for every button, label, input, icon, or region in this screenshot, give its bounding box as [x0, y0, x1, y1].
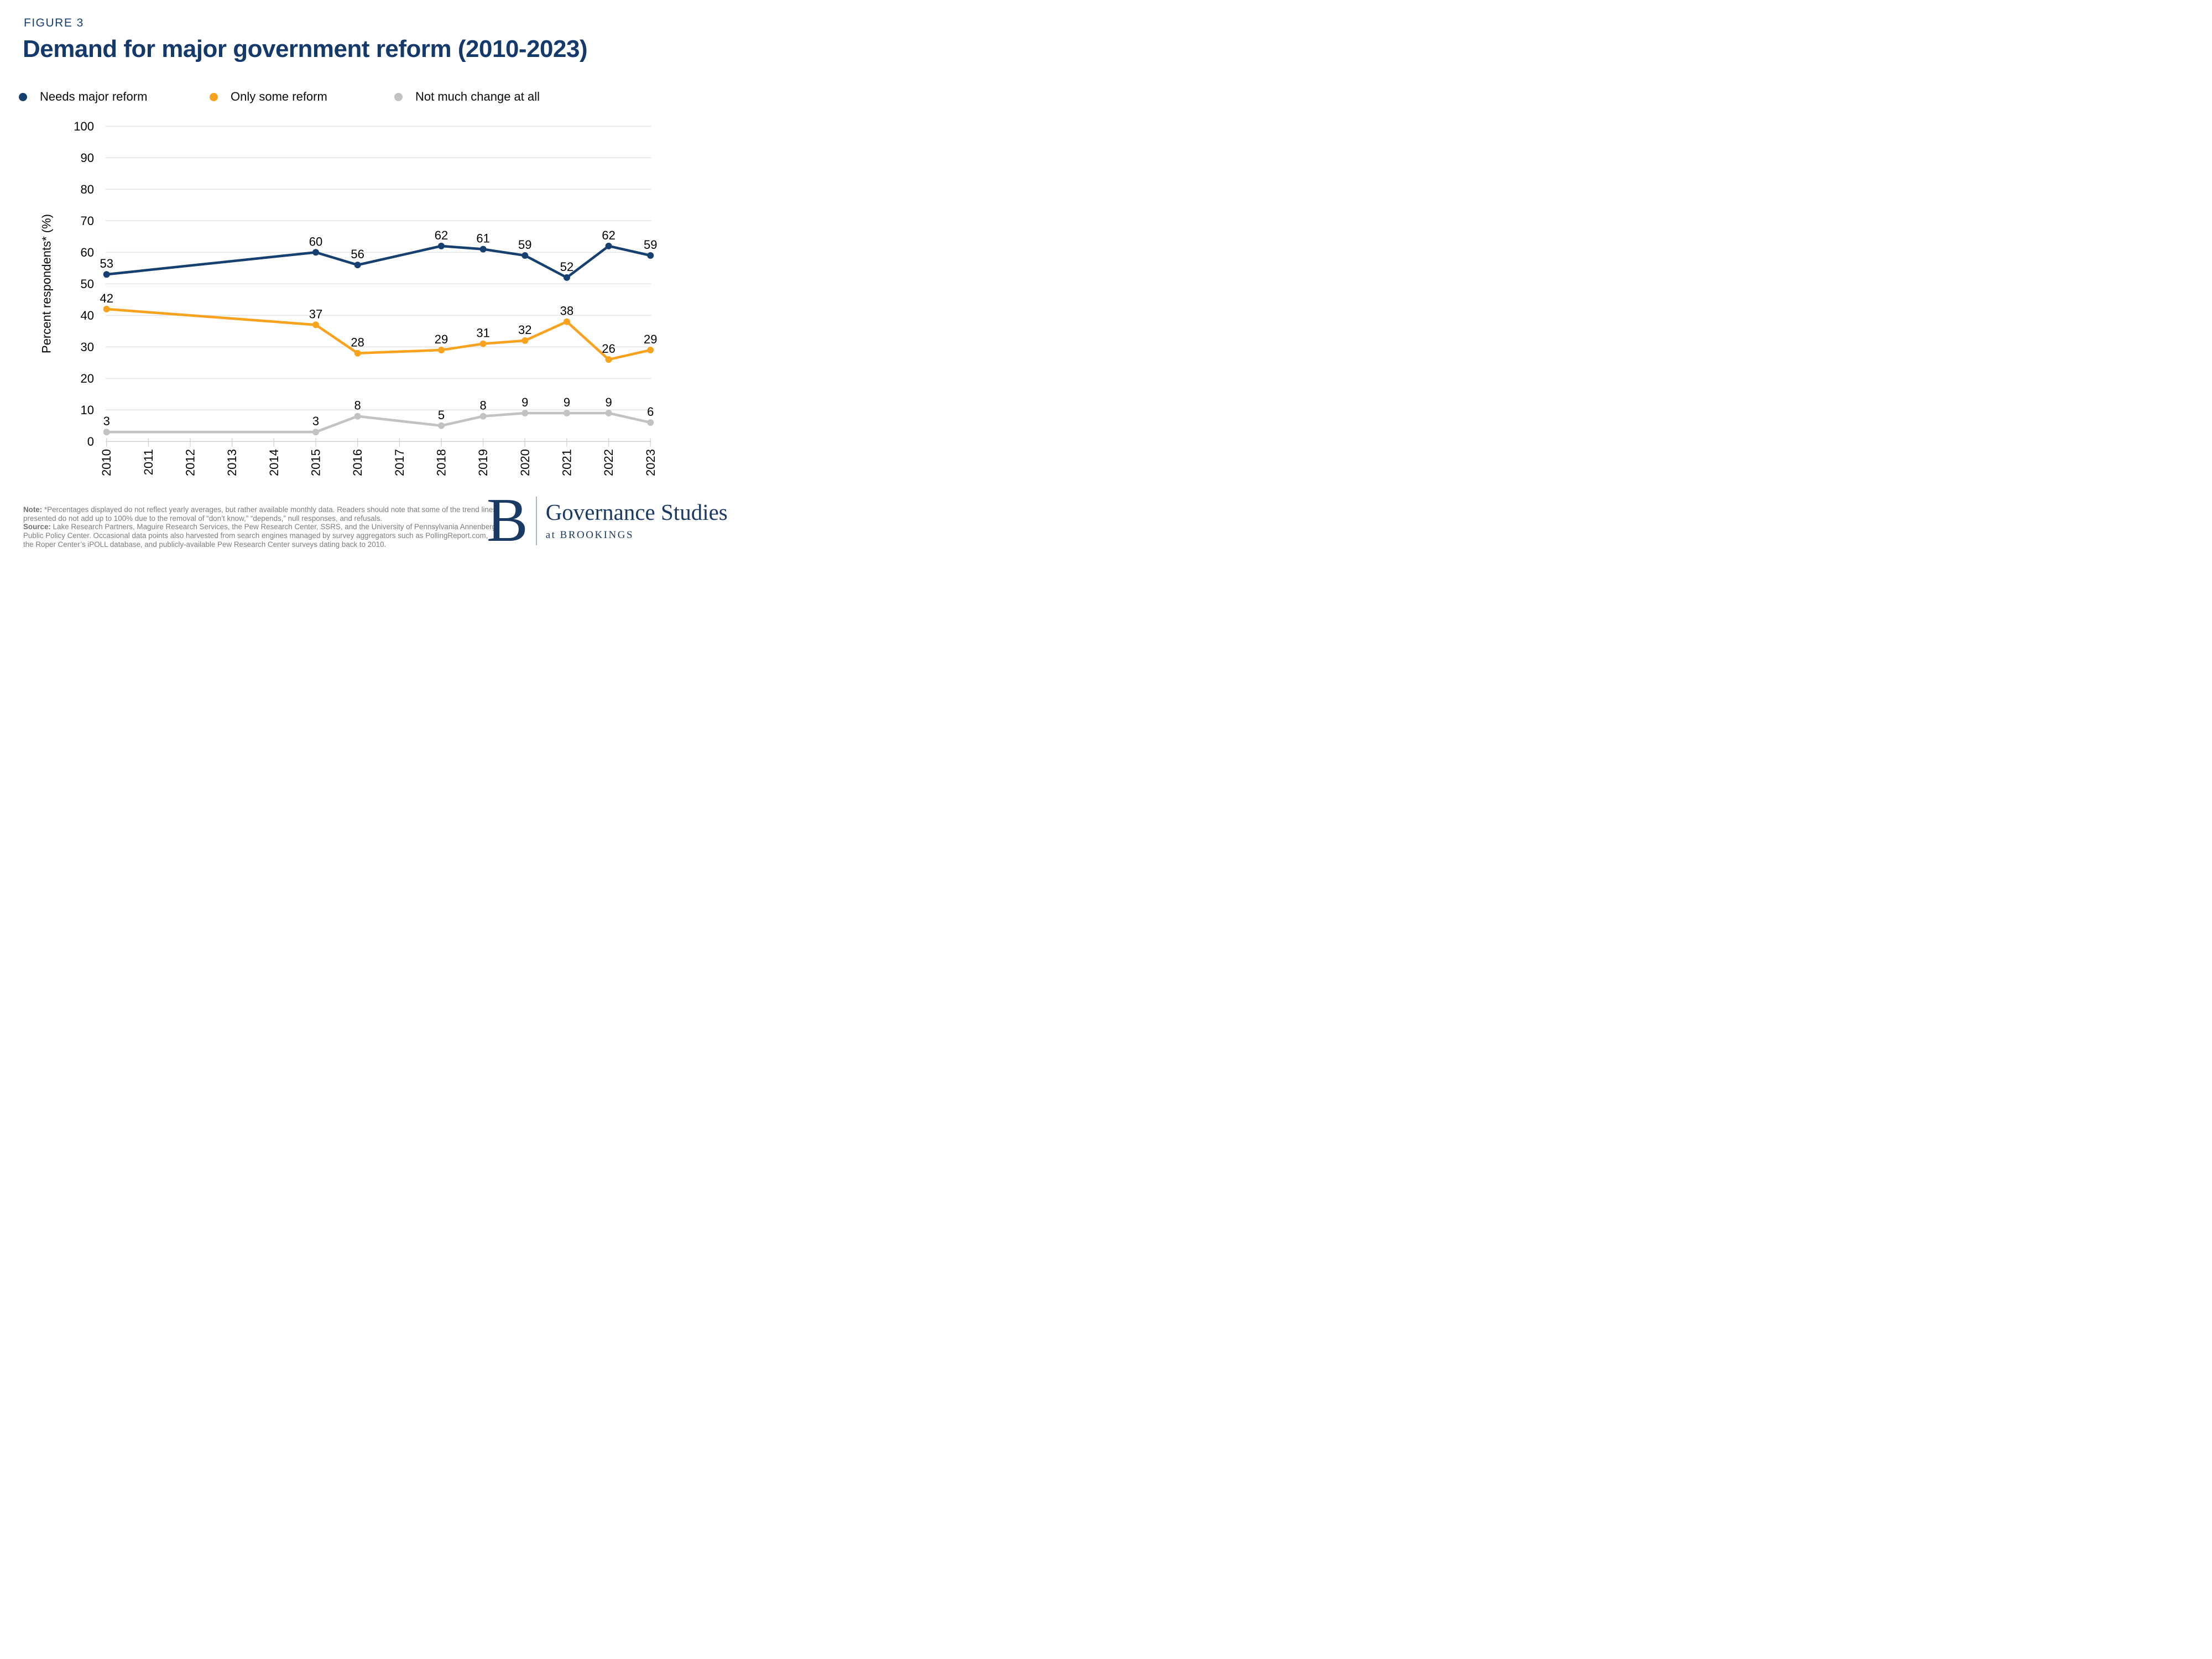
- figure-number-label: FIGURE 3: [24, 17, 84, 29]
- x-tick-label: 2021: [560, 449, 574, 476]
- y-tick-label: 0: [87, 434, 94, 448]
- data-point-label: 6: [647, 405, 654, 419]
- note-text: *Percentages displayed do not reflect yearly averages, but rather available monthly data. Readers should note that some of the trend lines presented do not add up to 100% due to the removal of “don’t know,” “depends,” null responses, and refusals.: [23, 505, 497, 523]
- data-point-label: 29: [434, 332, 448, 346]
- x-tick-label: 2012: [183, 449, 197, 476]
- y-tick-label: 40: [80, 308, 94, 322]
- brookings-logo: [487, 486, 728, 553]
- legend-label: Not much change at all: [415, 90, 540, 103]
- x-tick-label: 2023: [643, 449, 658, 476]
- x-tick-label: 2017: [392, 449, 406, 476]
- data-point: [521, 337, 528, 344]
- data-point: [606, 243, 612, 249]
- data-point: [103, 306, 110, 312]
- data-point-label: 38: [560, 304, 574, 318]
- data-point: [606, 356, 612, 363]
- legend-label: Needs major reform: [40, 90, 148, 103]
- logo-governance-studies: Governance Studies: [545, 499, 728, 525]
- x-tick-label: 2013: [225, 449, 239, 476]
- data-point-label: 8: [354, 398, 361, 413]
- data-point-label: 59: [644, 238, 658, 252]
- data-point: [312, 429, 319, 435]
- data-point: [103, 271, 110, 278]
- data-point: [647, 252, 654, 259]
- data-point-label: 61: [476, 231, 490, 246]
- y-tick-label: 10: [80, 403, 94, 417]
- data-point-label: 5: [437, 408, 445, 422]
- data-point-label: 26: [602, 342, 615, 356]
- y-tick-label: 20: [80, 371, 94, 385]
- data-point: [564, 274, 570, 281]
- figure-canvas: [0, 0, 738, 553]
- chart-title: Demand for major government reform (2010-2023): [23, 35, 588, 62]
- data-point: [480, 413, 487, 420]
- data-point-label: 32: [518, 322, 532, 337]
- data-point-label: 37: [309, 307, 323, 321]
- x-tick-label: 2016: [351, 449, 365, 476]
- y-tick-label: 100: [74, 119, 94, 133]
- data-point-label: 62: [434, 228, 448, 242]
- data-point: [521, 252, 528, 259]
- legend-label: Only some reform: [231, 90, 327, 103]
- data-point: [438, 422, 445, 429]
- note-label: Note:: [23, 505, 43, 514]
- data-point: [312, 249, 319, 255]
- data-point-label: 9: [563, 395, 571, 409]
- data-point: [480, 341, 487, 347]
- data-point: [312, 321, 319, 328]
- data-point-label: 28: [351, 335, 364, 349]
- data-point-label: 9: [521, 395, 529, 409]
- data-point-label: 56: [351, 247, 364, 262]
- data-point: [606, 410, 612, 416]
- brookings-b-monogram: B: [487, 486, 528, 553]
- source-label: Source:: [23, 523, 51, 531]
- logo-divider: [536, 497, 537, 545]
- data-point: [354, 413, 361, 420]
- data-point: [103, 429, 110, 435]
- data-point-label: 62: [602, 228, 615, 242]
- data-point: [438, 347, 445, 353]
- data-point: [354, 262, 361, 268]
- data-point-label: 60: [309, 234, 323, 249]
- data-point-label: 9: [605, 395, 612, 409]
- logo-at-brookings: at BROOKINGS: [545, 529, 634, 541]
- y-tick-label: 70: [80, 213, 94, 228]
- data-point: [647, 347, 654, 353]
- y-tick-label: 90: [80, 150, 94, 165]
- data-point: [480, 246, 487, 253]
- x-tick-label: 2019: [476, 449, 491, 476]
- data-point-label: 52: [560, 259, 574, 274]
- x-tick-label: 2020: [518, 449, 532, 476]
- series-line-not-much-change-at-all: [107, 413, 651, 432]
- line-chart: [0, 0, 738, 553]
- data-point-label: 3: [103, 414, 110, 429]
- y-axis-title: Percent respondents* (%): [39, 214, 54, 353]
- y-tick-label: 30: [80, 340, 94, 354]
- data-point-label: 8: [479, 398, 487, 413]
- data-point: [564, 319, 570, 325]
- y-tick-label: 50: [80, 276, 94, 291]
- data-point-label: 3: [312, 414, 320, 429]
- data-point-label: 29: [644, 332, 658, 346]
- x-tick-label: 2018: [434, 449, 448, 476]
- data-point-label: 31: [476, 326, 490, 340]
- y-tick-label: 60: [80, 245, 94, 259]
- y-tick-label: 80: [80, 182, 94, 196]
- x-tick-label: 2011: [141, 449, 155, 476]
- data-point-label: 42: [100, 291, 113, 305]
- data-point-label: 53: [100, 257, 113, 271]
- data-point-label: 59: [518, 238, 532, 252]
- x-tick-label: 2010: [100, 449, 114, 476]
- x-tick-label: 2022: [602, 449, 616, 476]
- data-point: [647, 419, 654, 426]
- x-tick-label: 2015: [309, 449, 323, 476]
- data-point: [354, 350, 361, 357]
- source-text: Lake Research Partners, Maguire Research Services, the Pew Research Center, SSRS, and the University of Pennsylvania Annenberg Public Policy Center. Occasional data points also harvested from search engines managed by survey aggregators such as PollingReport.com, the Roper Center’s iPOLL database, and publicly-available Pew Research Center surveys dating back to 2010.: [23, 523, 497, 549]
- note-source-block: [23, 505, 498, 549]
- data-point: [438, 243, 445, 249]
- x-tick-label: 2014: [267, 449, 281, 476]
- data-point: [564, 410, 570, 416]
- data-point: [521, 410, 528, 416]
